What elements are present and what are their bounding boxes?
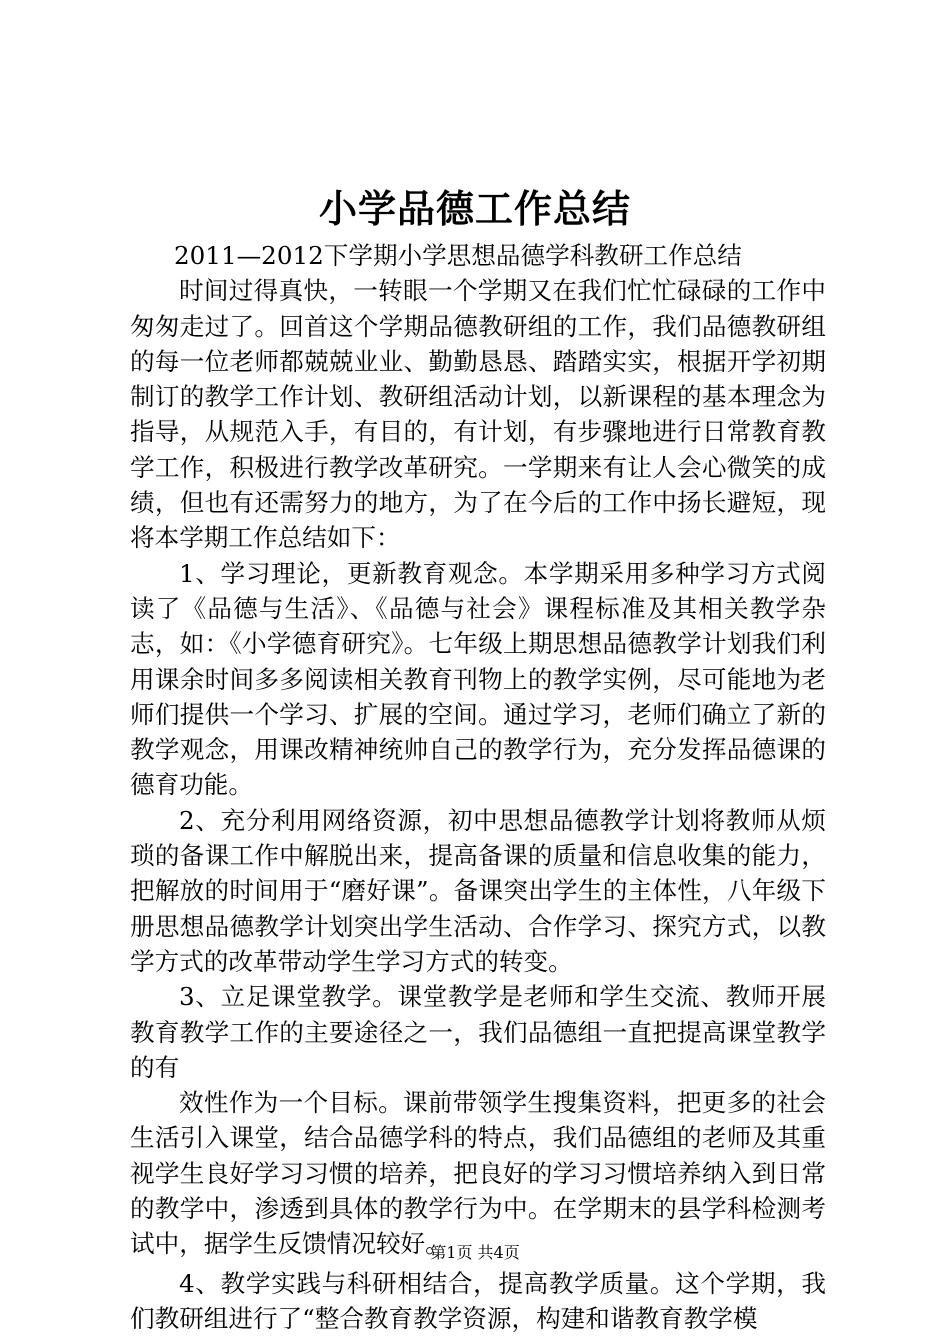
- paragraph-intro: 时间过得真快，一转眼一个学期又在我们忙忙碌碌的工作中匆匆走过了。回首这个学期品德教研组的工作，我们品德教研组的每一位老师都兢兢业业、勤勤恳恳、踏踏实实，根据开学初期制订的教学工作计划、教研组活动计划，以新课程的基本理念为指导，从规范入手，有目的，有计划，有步骤地进行日常教育教学工作，积极进行教学改革研究。一学期来有让人会心微笑的成绩，但也有还需努力的地方，为了在今后的工作中扬长避短，现将本学期工作总结如下：: [130, 276, 826, 553]
- paragraph-2: 2、充分利用网络资源，初中思想品德教学计划将教师从烦琐的备课工作中解脱出来，提高备课的质量和信息收集的能力，把解放的时间用于“磨好课”。备课突出学生的主体性，八年级下册思想品德教学计划突出学生活动、合作学习、探究方式，以教学方式的改革带动学生学习方式的转变。: [130, 805, 826, 976]
- paragraph-3: 3、立足课堂教学。课堂教学是老师和学生交流、教师开展教育教学工作的主要途径之一，我们品德组一直把提高课堂教学的有: [130, 982, 826, 1082]
- document-subtitle: 2011—2012下学期小学思想品德学科教研工作总结: [174, 241, 742, 270]
- paragraph-3-continued: 效性作为一个目标。课前带领学生搜集资料，把更多的社会生活引入课堂，结合品德学科的特点，我们品德组的老师及其重视学生良好学习习惯的培养，把良好的学习习惯培养纳入到日常的教学中，渗透到具体的教学行为中。在学期末的县学科检测考试中，据学生反馈情况较好。: [130, 1088, 826, 1259]
- document-body: [130, 238, 826, 1336]
- paragraph-4: 4、教学实践与科研相结合，提高教学质量。这个学期，我们教研组进行了“整合教育教学资源，构建和谐教育教学模: [130, 1268, 826, 1333]
- page-number-footer: 第1页 共4页: [430, 1243, 520, 1262]
- document-title: 小学品德工作总结: [318, 186, 631, 231]
- paragraph-1: 1、学习理论，更新教育观念。本学期采用多种学习方式阅读了《品德与生活》、《品德与社会》课程标准及其相关教学杂志，如：《小学德育研究》。七年级上期思想品德教学计划我们利用课余时间多多阅读相关教育刊物上的教学实例，尽可能地为老师们提供一个学习、扩展的空间。通过学习，老师们确立了新的教学观念，用课改精神统帅自己的教学行为，充分发挥品德课的德育功能。: [130, 558, 826, 800]
